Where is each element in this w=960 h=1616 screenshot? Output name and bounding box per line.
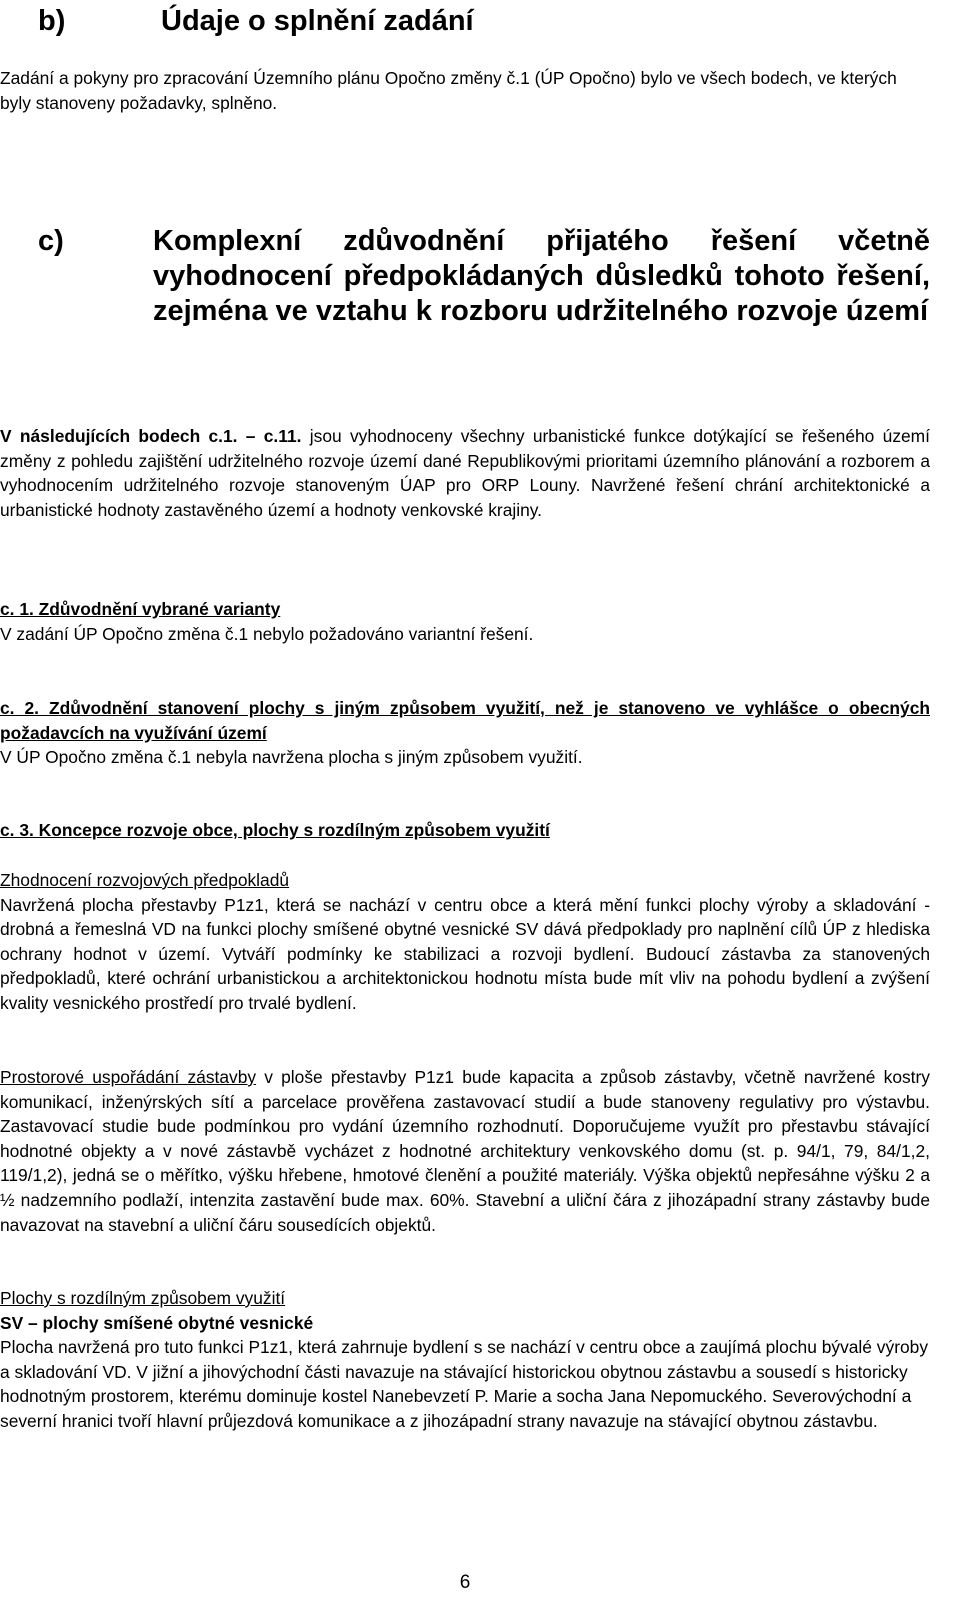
- c3-heading: c. 3. Koncepce rozvoje obce, plochy s rozdílným způsobem využití: [0, 820, 550, 840]
- c1-text: V zadání ÚP Opočno změna č.1 nebylo požadováno variantní řešení.: [0, 623, 534, 644]
- c3-sub2: [0, 1065, 930, 1237]
- section-b-title: Údaje o splnění zadání: [161, 5, 474, 37]
- c1-heading: c. 1. Zdůvodnění vybrané varianty: [0, 599, 281, 619]
- section-c-intro-bold: V následujících bodech c.1. – c.11.: [0, 426, 302, 446]
- c3-sub2-paragraph: [0, 1065, 930, 1237]
- section-b-paragraph: [0, 66, 930, 115]
- c3-sub3-heading: Plochy s rozdílným způsobem využití: [0, 1288, 286, 1308]
- c3-block: [0, 818, 930, 843]
- c3-sub2-heading: Prostorové uspořádání zástavby: [0, 1067, 257, 1087]
- c1-block: [0, 597, 930, 646]
- section-c-intro: [0, 424, 930, 522]
- section-c-intro-text: jsou vyhodnoceny všechny urbanistické funkce dotýkající se řešeného území změny z pohledu zajištění udržitelného rozvoje území dané Republikovými prioritami územního plánování a rozborem a vyhodnocením udržitelného rozvoje stanoveným ÚAP pro ORP Louny. Navržené řešení chrání architektonické a urbanistické hodnoty zastavěného území a hodnoty venkovské krajiny.: [0, 426, 931, 520]
- c3-sub3-text: Plocha navržená pro tuto funkci P1z1, která zahrnuje bydlení s se nachází v centru obce a zaujímá plochu bývalé výroby a skladování VD. V jižní a jihovýchodní části navazuje na stávající historickou obytnou zástavbu a sousedí s historicky hodnotným prostorem, kterému dominuje kostel Nanebevzetí P. Marie a socha Jana Nepomuckého. Severovýchodní a severní hranici tvoří hlavní průjezdová komunikace a z jihozápadní strany navazuje na stávající obytnou zástavbu.: [0, 1337, 929, 1431]
- section-c-number: c): [38, 225, 64, 257]
- c3-sub1-heading: Zhodnocení rozvojových předpokladů: [0, 870, 290, 890]
- section-c-intro-paragraph: [0, 424, 930, 522]
- section-c-title: Komplexní zdůvodnění přijatého řešení včetně vyhodnocení předpokládaných důsledků tohoto řešení, zejména ve vztahu k rozboru udržitelného rozvoje území: [153, 225, 930, 327]
- c2-heading: c. 2. Zdůvodnění stanovení plochy s jiným způsobem využití, než je stanoveno ve vyhlášce o obecných požadavcích na využívání území: [0, 698, 930, 743]
- c3-sub3-bold: SV – plochy smíšené obytné vesnické: [0, 1312, 314, 1333]
- c3-sub2-text: v ploše přestavby P1z1 bude kapacita a způsob zástavby, včetně navržené kostry komunikací, inženýrských sítí a parcelace prověřena zastavovací studií a bude stanoveny regulativy pro výstavbu. Zastavovací studie bude podmínkou pro vydání územního rozhodnutí. Doporučujeme využít pro přestavbu stávající hodnotné objekty a v nové zástavbě vycházet z hodnotné architektury venkovského domu (st. p. 94/1, 79, 84/1,2, 119/1,2), jedná se o měřítko, výšku hřebene, hmotové členění a použité materiály. Výška objektů nepřesáhne výšku 2 a ½ nadzemního podlaží, intenzita zastavění bude max. 60%. Stavební a uliční čára z jihozápadní strany zástavby bude navazovat na stavební a uliční čáru sousedících objektů.: [0, 1067, 931, 1235]
- c3-sub3: [0, 1286, 930, 1434]
- page-number: 6: [459, 1572, 471, 1593]
- c3-sub1: [0, 868, 930, 1016]
- c3-sub1-text: Navržená plocha přestavby P1z1, která se nachází v centru obce a která mění funkci plochy výroby a skladování - drobná a řemeslná VD na funkci plochy smíšené obytné vesnické SV dává předpoklady pro naplnění cílů ÚP z hlediska ochrany hodnot v území. Vytváří podmínky ke stabilizaci a rozvoji bydlení. Budoucí zástavba za stanovených předpokladů, které ochrání urbanistickou a architektonickou hodnotu místa bude mít vliv na pohodu bydlení a zvýšení kvality vesnického prostředí pro trvalé bydlení.: [0, 894, 930, 1013]
- section-b-text: Zadání a pokyny pro zpracování Územního plánu Opočno změny č.1 (ÚP Opočno) bylo ve všech bodech, ve kterých byly stanoveny požadavky, splněno.: [0, 68, 897, 113]
- section-b-number: b): [38, 5, 66, 37]
- c2-block: [0, 696, 930, 770]
- c2-text: V ÚP Opočno změna č.1 nebyla navržena plocha s jiným způsobem využití.: [0, 747, 583, 768]
